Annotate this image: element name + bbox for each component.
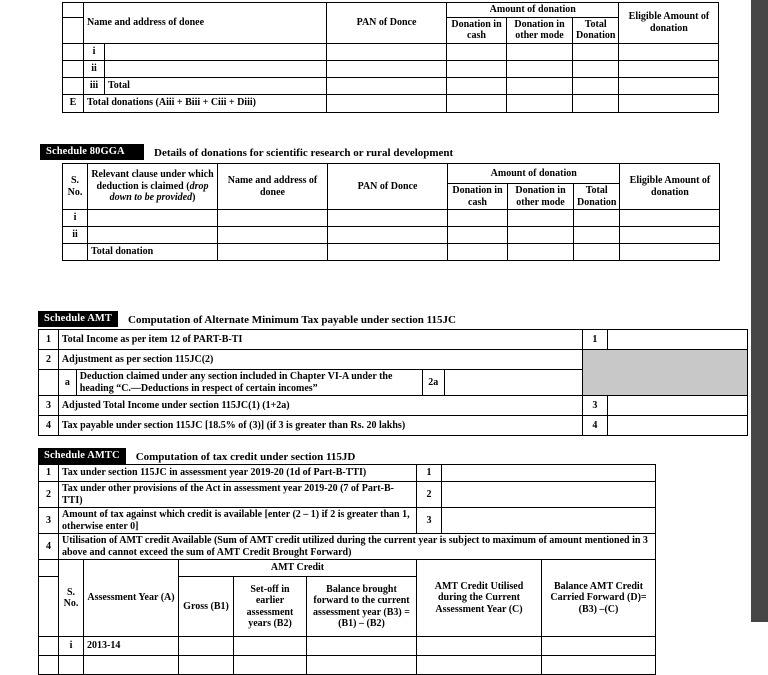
spacer-cell — [63, 77, 84, 94]
credit-row-carried-input[interactable] — [542, 637, 656, 656]
total-pan[interactable] — [328, 244, 448, 261]
header-eligible-amount: Eligible Amount of donation — [619, 3, 719, 44]
row-cash-input[interactable] — [447, 77, 507, 94]
spacer-cell — [63, 60, 84, 77]
row-sno: iii — [84, 77, 105, 94]
table-row-amtc-3 — [39, 508, 656, 534]
schedule-80gga-description: Details of donations for scientific research or rural development — [154, 147, 454, 159]
table-row-header-1 — [63, 164, 720, 184]
table-amtc — [38, 464, 656, 675]
amt-row-sno: 4 — [39, 416, 59, 436]
credit-header-sno: S. No. — [59, 560, 84, 637]
total-other[interactable] — [508, 244, 574, 261]
schedule-80gga-badge: Schedule 80GGA — [40, 144, 144, 160]
spacer-cell — [39, 637, 59, 656]
amtc-row-value-input[interactable] — [442, 508, 656, 534]
header-amount-of-donation: Amount of donation — [448, 164, 620, 184]
table-amt-block — [38, 329, 748, 436]
table-row — [63, 60, 719, 77]
row-pan-input[interactable] — [328, 227, 448, 244]
total-cash[interactable] — [448, 244, 508, 261]
row-name-address-input[interactable] — [218, 227, 328, 244]
grand-total-cash[interactable] — [447, 94, 507, 112]
credit-header-set-off: Set-off in earlier assessment years (B2) — [234, 577, 307, 637]
table-row-credit-header-1 — [39, 560, 656, 577]
amt-row-sub-label: Deduction claimed under any section included in Chapter VI-A under the heading “C.—Deductions in respect of certain incomes” — [76, 370, 422, 396]
row-other-input[interactable] — [507, 60, 573, 77]
table-80gga-block — [62, 163, 720, 261]
amt-row-label: Total Income as per item 12 of PART-B-TI — [58, 330, 582, 350]
amtc-row-value-input[interactable] — [442, 465, 656, 482]
total-name-address[interactable] — [218, 244, 328, 261]
credit-header-carried-forward: Balance AMT Credit Carried Forward (D)= (B3) –(C) — [542, 560, 656, 637]
header-relevant-clause-tail: ) — [192, 192, 196, 204]
header-name-address: Name and address of donee — [84, 3, 327, 44]
grand-total-other[interactable] — [507, 94, 573, 112]
credit-row-setoff-input[interactable] — [234, 637, 307, 656]
header-donation-cash: Donation in cash — [448, 184, 508, 210]
amt-row-sno: 3 — [39, 396, 59, 416]
row-total-input[interactable] — [573, 43, 619, 60]
header-donation-cash: Donation in cash — [447, 17, 507, 43]
schedule-80gga-heading — [40, 144, 453, 160]
row-other-input[interactable] — [508, 227, 574, 244]
header-total-donation: Total Donation — [574, 184, 620, 210]
amtc-row-label: Tax under other provisions of the Act in assessment year 2019-20 (7 of Part-B-TTI) — [59, 482, 417, 508]
header-pan: PAN of Donce — [328, 164, 448, 210]
table-row — [63, 210, 720, 227]
credit-header-balance-brought: Balance brought forward to the current assessment year (B3) = (B1) – (B2) — [307, 577, 417, 637]
row-sno: ii — [84, 60, 105, 77]
amt-row-value-input[interactable] — [607, 396, 747, 416]
amtc-row-ref: 2 — [417, 482, 442, 508]
credit-row-sno: i — [59, 637, 84, 656]
header-donation-other-mode: Donation in other mode — [507, 17, 573, 43]
vertical-scrollbar[interactable] — [751, 0, 768, 622]
credit-row-gross-input[interactable] — [179, 637, 234, 656]
amt-row-label: Tax payable under section 115JC [18.5% of (3)] (if 3 is greater than Rs. 20 lakhs) — [58, 416, 582, 436]
credit-header-utilised: AMT Credit Utilised during the Current Assessment Year (C) — [417, 560, 542, 637]
amt-row-sub-value-input[interactable] — [444, 370, 582, 396]
row-name-address-input[interactable] — [105, 43, 327, 60]
amt-row-sub-letter: a — [58, 370, 76, 396]
row-cash-input[interactable] — [448, 227, 508, 244]
spacer-cell — [39, 656, 59, 675]
total-sno — [63, 244, 88, 261]
schedule-amt-heading — [38, 311, 456, 327]
amtc-row-sno: 3 — [39, 508, 59, 534]
row-eligible-input[interactable] — [619, 77, 719, 94]
row-total-input[interactable] — [573, 77, 619, 94]
credit-row-setoff-input[interactable] — [234, 656, 307, 675]
header-relevant-clause-italic: drop down to be provided — [109, 180, 209, 204]
amtc-row-label: Amount of tax against which credit is available [enter (2 – 1) if 2 is greater than 1, otherwise enter 0] — [59, 508, 417, 534]
table-row-total — [63, 77, 719, 94]
amtc-row-sno: 1 — [39, 465, 59, 482]
schedule-amt-badge: Schedule AMT — [38, 311, 118, 327]
schedule-amtc-heading — [38, 448, 355, 464]
table-row — [63, 43, 719, 60]
row-sno: i — [63, 210, 88, 227]
amt-row-sno: 2 — [39, 350, 59, 370]
credit-row-carried-input[interactable] — [542, 656, 656, 675]
table-80gga — [62, 163, 720, 261]
row-other-input[interactable] — [507, 77, 573, 94]
header-pan: PAN of Donce — [327, 3, 447, 44]
row-other-input[interactable] — [508, 210, 574, 227]
header-name-address: Name and address of donee — [218, 164, 328, 210]
amt-row-label: Adjusted Total Income under section 115JC(1) (1+2a) — [58, 396, 582, 416]
table-row-total — [63, 244, 720, 261]
row-pan-input[interactable] — [328, 210, 448, 227]
row-eligible-input[interactable] — [620, 227, 720, 244]
row-total-input[interactable] — [574, 210, 620, 227]
row-eligible-input[interactable] — [619, 43, 719, 60]
header-amount-of-donation: Amount of donation — [447, 3, 619, 18]
header-relevant-clause-text: Relevant clause under which deduction is claimed ( — [91, 169, 214, 192]
schedule-amt-description: Computation of Alternate Minimum Tax payable under section 115JC — [128, 314, 456, 326]
total-total[interactable] — [574, 244, 620, 261]
row-cash-input[interactable] — [448, 210, 508, 227]
amt-row-ref: 4 — [582, 416, 607, 436]
spacer-cell — [63, 43, 84, 60]
spacer-cell — [39, 560, 59, 577]
table-amt — [38, 329, 748, 436]
row-clause-dropdown[interactable] — [88, 210, 218, 227]
amtc-row-sno: 2 — [39, 482, 59, 508]
amtc-row-value-input[interactable] — [442, 482, 656, 508]
row-pan-input[interactable] — [327, 77, 447, 94]
amtc-row-label: Tax under section 115JC in assessment year 2019-20 (1d of Part-B-TTI) — [59, 465, 417, 482]
table-row — [63, 227, 720, 244]
row-eligible-input[interactable] — [620, 210, 720, 227]
row-name-address-input[interactable] — [105, 60, 327, 77]
spacer-cell — [39, 577, 59, 637]
credit-row-year: 2013-14 — [84, 637, 179, 656]
credit-row-balance-input[interactable] — [307, 637, 417, 656]
grand-total-label: Total donations (Aiii + Biii + Ciii + Diii) — [84, 94, 327, 112]
row-total-input[interactable] — [573, 60, 619, 77]
row-clause-dropdown[interactable] — [88, 227, 218, 244]
credit-row-utilised-input[interactable] — [417, 637, 542, 656]
credit-row-gross-input[interactable] — [179, 656, 234, 675]
table-row-amt-2 — [39, 350, 748, 370]
table-row-amtc-4 — [39, 534, 656, 560]
amtc-row-label: Utilisation of AMT credit Available (Sum of AMT credit utilized during the current year is subject to maximum of amount mentioned in 3 above and cannot exceed the sum of AMT Credit Brought Forward) — [59, 534, 656, 560]
header-donation-other-mode: Donation in other mode — [508, 184, 574, 210]
credit-row-utilised-input[interactable] — [417, 656, 542, 675]
grand-total-total[interactable] — [573, 94, 619, 112]
spacer-cell — [63, 3, 84, 18]
amt-row-label: Adjustment as per section 115JC(2) — [58, 350, 582, 370]
table-row-amt-3 — [39, 396, 748, 416]
table-row — [39, 637, 656, 656]
row-cash-input[interactable] — [447, 43, 507, 60]
credit-header-gross: Gross (B1) — [179, 577, 234, 637]
row-total-input[interactable] — [574, 227, 620, 244]
row-pan-input[interactable] — [327, 60, 447, 77]
row-sno: ii — [63, 227, 88, 244]
amt-row-ref: 3 — [582, 396, 607, 416]
credit-header-amt-credit: AMT Credit — [179, 560, 417, 577]
table-row-grand-total — [63, 94, 719, 112]
spacer-cell — [63, 17, 84, 43]
total-donation-label: Total donation — [88, 244, 218, 261]
table-row-amt-1 — [39, 330, 748, 350]
amt-row-value-input[interactable] — [607, 330, 747, 350]
table-row-amt-4 — [39, 416, 748, 436]
grand-total-eligible[interactable] — [619, 94, 719, 112]
credit-header-assessment-year: Assessment Year (A) — [84, 560, 179, 637]
row-name-address-input[interactable] — [218, 210, 328, 227]
row-other-input[interactable] — [507, 43, 573, 60]
table-row-amtc-1 — [39, 465, 656, 482]
table-80g-continued-block — [62, 2, 719, 113]
header-sno: S. No. — [63, 164, 88, 210]
schedule-amtc-description: Computation of tax credit under section 115JD — [135, 451, 356, 463]
amtc-row-ref: 3 — [417, 508, 442, 534]
amtc-row-sno: 4 — [39, 534, 59, 560]
amt-row-value-input[interactable] — [607, 416, 747, 436]
header-total-donation: Total Donation — [573, 17, 619, 43]
row-pan-input[interactable] — [327, 43, 447, 60]
credit-row-sno — [59, 656, 84, 675]
grand-total-sno: E — [63, 94, 84, 112]
grand-total-pan[interactable] — [327, 94, 447, 112]
table-row-amtc-2 — [39, 482, 656, 508]
row-eligible-input[interactable] — [619, 60, 719, 77]
header-eligible-amount: Eligible Amount of donation — [620, 164, 720, 210]
header-relevant-clause — [88, 164, 218, 210]
table-row — [39, 656, 656, 675]
table-amtc-block — [38, 464, 656, 675]
row-cash-input[interactable] — [447, 60, 507, 77]
amt-row-sno: 1 — [39, 330, 59, 350]
amt-row-sub-ref: 2a — [422, 370, 444, 396]
amt-row-ref: 1 — [582, 330, 607, 350]
table-80g-continued — [62, 2, 719, 113]
total-eligible[interactable] — [620, 244, 720, 261]
credit-row-balance-input[interactable] — [307, 656, 417, 675]
schedule-amtc-badge: Schedule AMTC — [38, 448, 126, 464]
amt-shaded-cell — [582, 350, 747, 396]
row-total-label: Total — [105, 77, 327, 94]
credit-row-year[interactable] — [84, 656, 179, 675]
table-row-header-1 — [63, 3, 719, 18]
amtc-row-ref: 1 — [417, 465, 442, 482]
row-sno: i — [84, 43, 105, 60]
amt-row-sno-empty — [39, 370, 59, 396]
